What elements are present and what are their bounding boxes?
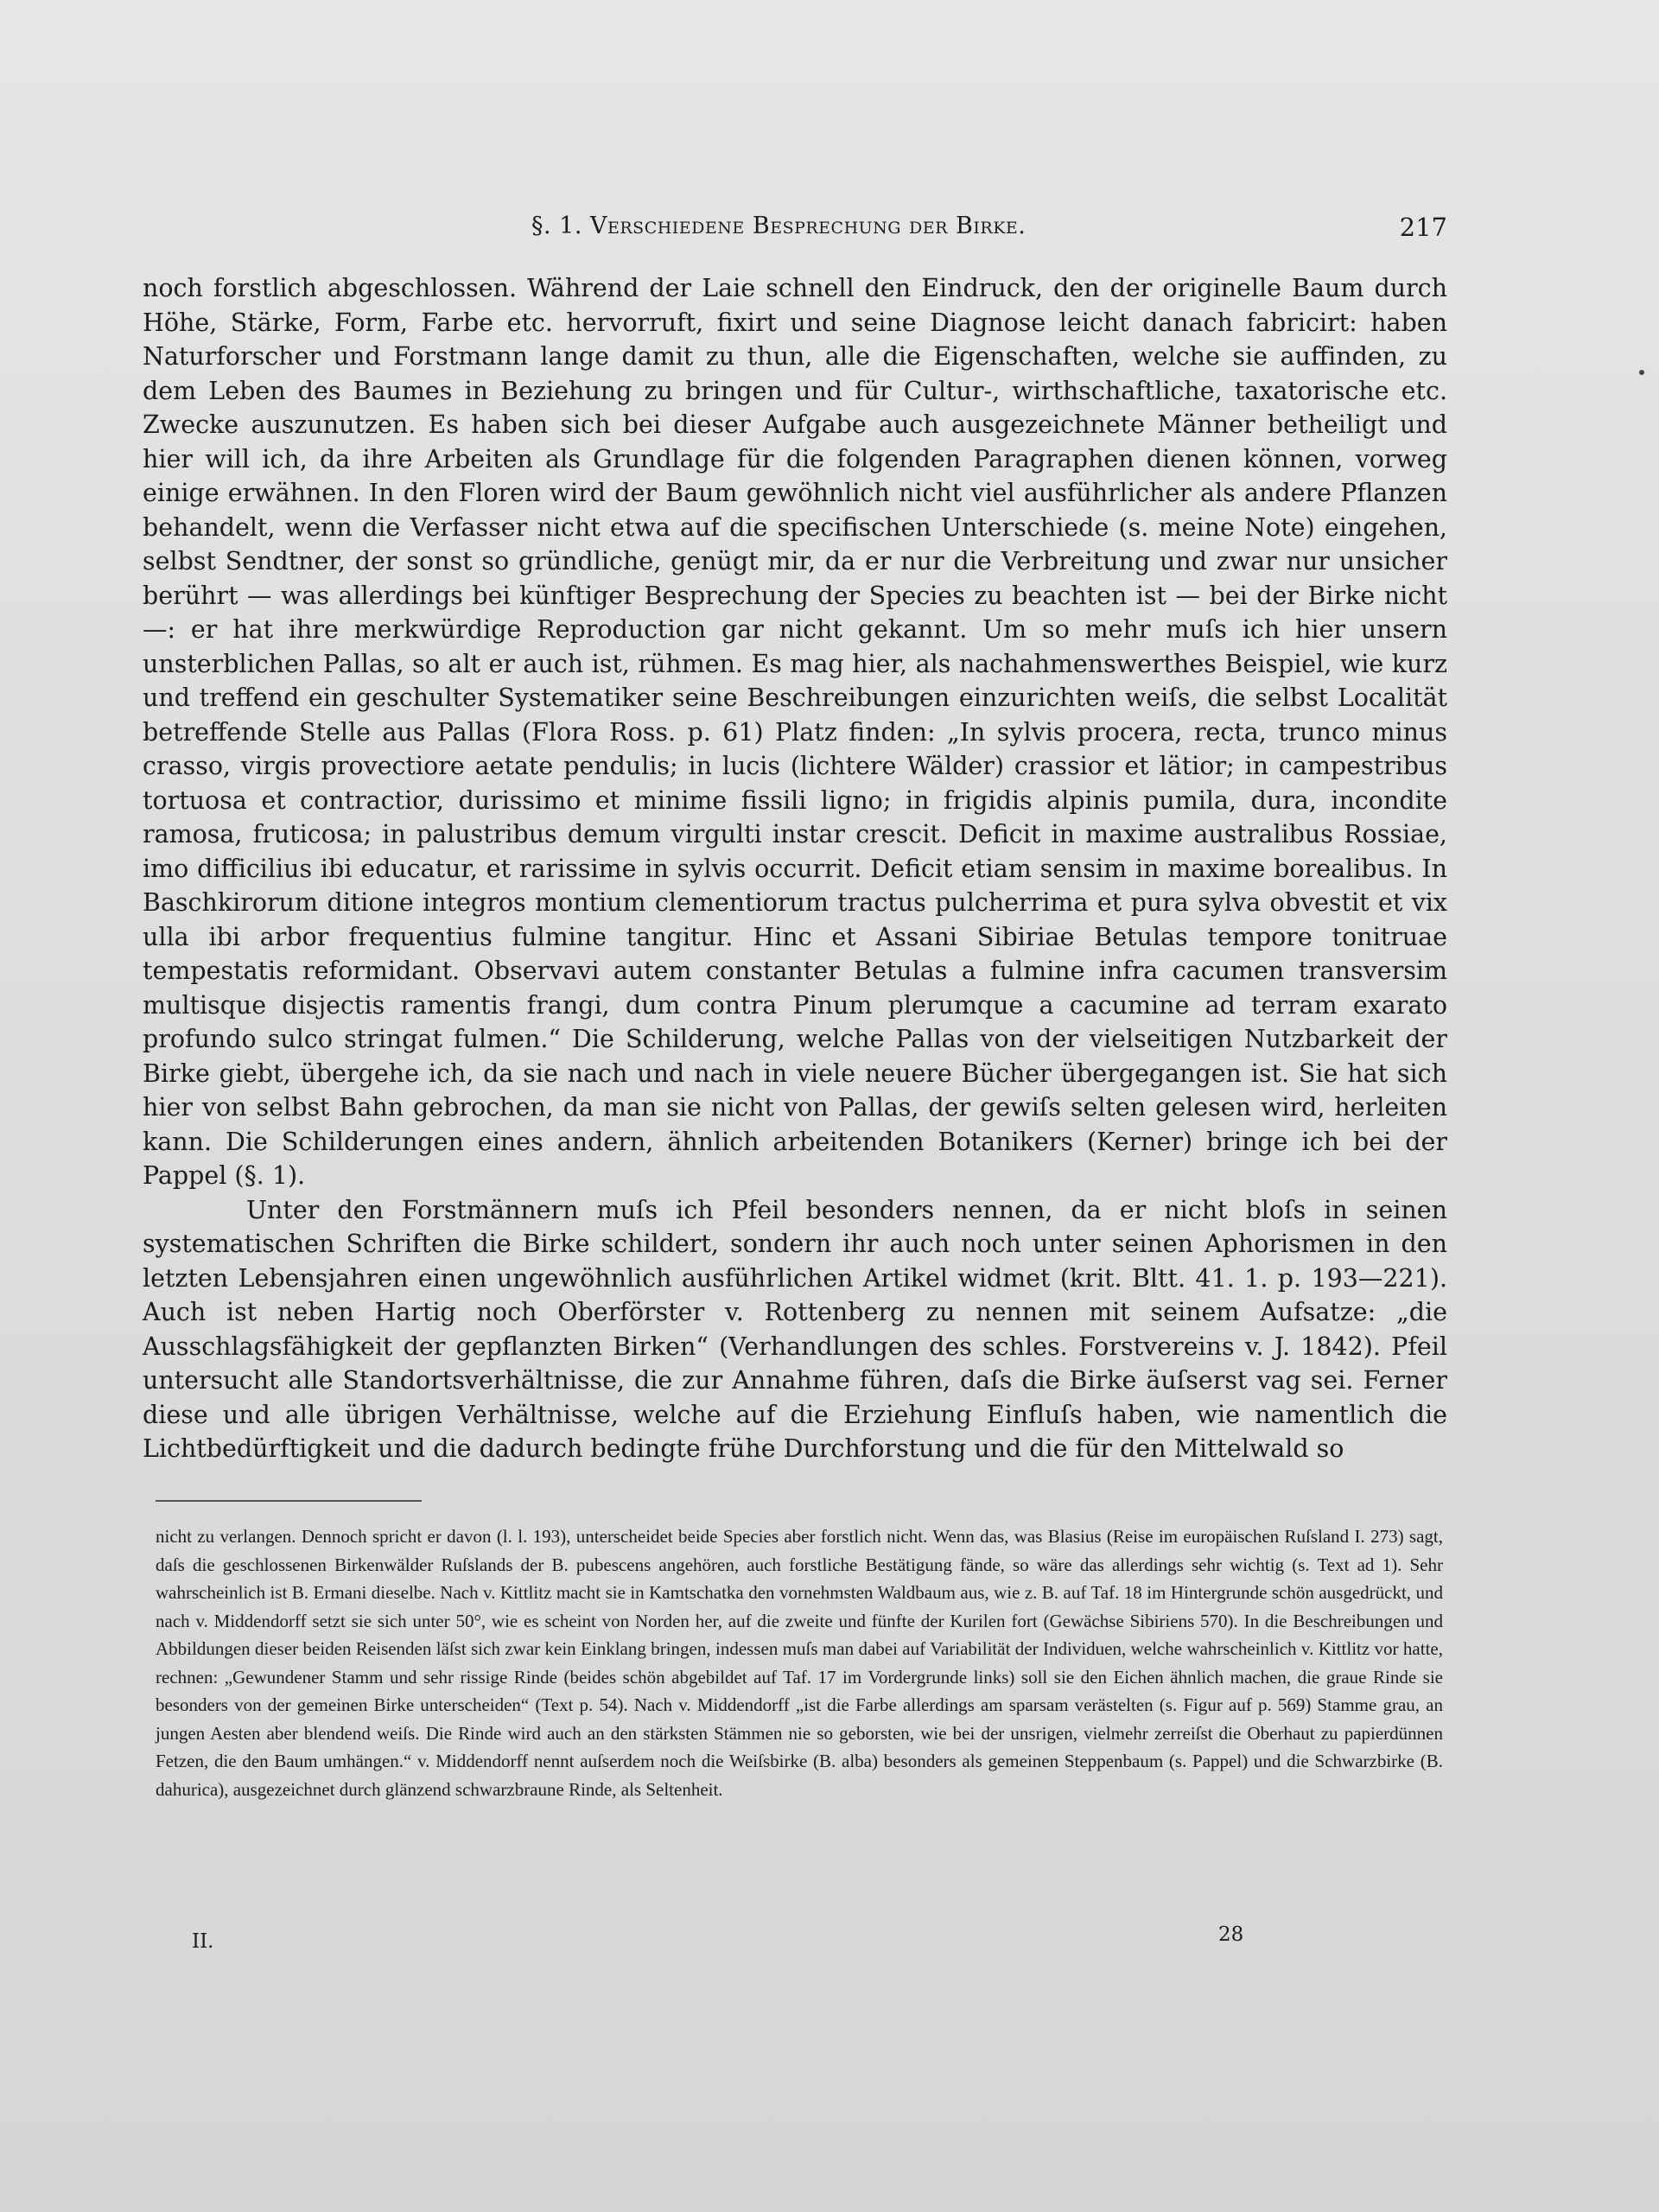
margin-speck — [1639, 370, 1644, 375]
footnote-divider — [156, 1500, 422, 1502]
sheet-number: 28 — [1218, 1923, 1244, 1946]
main-text — [143, 271, 1447, 1466]
paragraph: noch forstlich abgeschlossen. Während der Laie schnell den Eindruck, den der originelle Baum durch Höhe, Stärke, Form, Farbe etc. hervorruft, fixirt und seine Diagnose leicht danach fabricirt: haben Naturforscher und Forstmann lange damit zu thun, alle die Eigenschaften, welche sie auffinden, zu dem Leben des Baumes in Beziehung zu bringen und für Cultur-, wirthschaftliche, taxatorische etc. Zwecke auszunutzen. Es haben sich bei dieser Aufgabe auch ausgezeichnete Männer betheiligt und hier will ich, da ihre Arbeiten als Grundlage für die folgenden Paragraphen dienen können, vorweg einige erwähnen. In den Floren wird der Baum gewöhnlich nicht viel ausführlicher als andere Pflanzen behandelt, wenn die Verfasser nicht etwa auf die specifischen Unterschiede (s. meine Note) eingehen, selbst Sendtner, der sonst so gründliche, genügt mir, da er nur die Verbreitung und zwar nur unsicher berührt — was allerdings bei künftiger Besprechung der Species zu beachten ist — bei der Birke nicht —: er hat ihre merkwürdige Reproduction gar nicht gekannt. Um so mehr muſs ich hier unsern unsterblichen Pallas, so alt er auch ist, rühmen. Es mag hier, als nachahmenswerthes Beispiel, wie kurz und treffend ein geschulter Systematiker seine Beschreibungen einzurichten weiſs, die selbst Localität betreffende Stelle aus Pallas (Flora Ross. p. 61) Platz finden: „In sylvis procera, recta, trunco minus crasso, virgis provectiore aetate pendulis; in lucis (lichtere Wälder) crassior et lätior; in campestribus tortuosa et contractior, durissimo et minime fissili ligno; in frigidis alpinis pumila, dura, incondite ramosa, fruticosa; in palustribus demum virgulti instar crescit. Deficit in maxime australibus Rossiae, imo difficilius ibi educatur, et rarissime in sylvis occurrit. Deficit etiam sensim in maxime borealibus. In Baschkirorum ditione integros montium clementiorum tractus pulcherrima et pura sylva obvestit et vix ulla ibi arbor frequentius fulmine tangitur. Hinc et Assani Sibiriae Betulas tempore tonitruae tempestatis reformidant. Observavi autem constanter Betulas a fulmine infra cacumen transversim multisque disjectis ramentis frangi, dum contra Pinum plerumque a cacumine ad terram exarato profundo sulco stringat fulmen.“ Die Schilderung, welche Pallas von der vielseitigen Nutzbarkeit der Birke giebt, übergehe ich, da sie nach und nach in viele neuere Bücher übergegangen ist. Sie hat sich hier von selbst Bahn gebrochen, da man sie nicht von Pallas, der gewiſs selten gelesen wird, herleiten kann. Die Schilderungen eines andern, ähnlich arbeitenden Botanikers (Kerner) bringe ich bei der Pappel (§. 1). — [143, 274, 1447, 1190]
paragraph: Unter den Forstmännern muſs ich Pfeil besonders nennen, da er nicht bloſs in seinen systematischen Schriften die Birke schildert, sondern ihr auch noch unter seinen Aphorismen in den letzten Lebensjahren einen ungewöhnlich ausführlichen Artikel widmet (krit. Bltt. 41. 1. p. 193—221). Auch ist neben Hartig noch Oberförster v. Rottenberg zu nennen mit seinem Aufsatze: „die Ausschlagsfähigkeit der gepflanzten Birken“ (Verhandlungen des schles. Forstvereins v. J. 1842). Pfeil untersucht alle Standortsverhältnisse, die zur Annahme führen, daſs die Birke äuſserst vag sei. Ferner diese und alle übrigen Verhältnisse, welche auf die Erziehung Einfluſs haben, wie namentlich die Lichtbedürftigkeit und die dadurch bedingte frühe Durchforstung und die für den Mittelwald so — [143, 1195, 1447, 1463]
page-number: 217 — [1399, 213, 1447, 242]
running-head: §. 1. Verschiedene Besprechung der Birke. — [531, 213, 1027, 239]
footnote: nicht zu verlangen. Dennoch spricht er davon (l. l. 193), unterscheidet beide Species aber forstlich nicht. Wenn das, was Blasius (Reise im europäischen Ruſsland I. 273) sagt, daſs die geschlossenen Birkenwälder Ruſslands der B. pubescens angehören, auch forstliche Bestätigung fände, so wäre das allerdings sehr wichtig (s. Text ad 1). Sehr wahrscheinlich ist B. Ermani dieselbe. Nach v. Kittlitz macht sie in Kamtschatka den vornehmsten Waldbaum aus, wie z. B. auf Taf. 18 im Hintergrunde schön ausgedrückt, und nach v. Middendorff setzt sie sich unter 50°, wie es scheint von Norden her, auf die zweite und fünfte der Kurilen fort (Gewächse Sibiriens 570). In die Beschreibungen und Abbildungen dieser beiden Reisenden läſst sich zwar kein Einklang bringen, indessen muſs man dabei auf Variabilität der Individuen, welche wahrscheinlich v. Kittlitz vor hatte, rechnen: „Gewundener Stamm und sehr rissige Rinde (beides schön abgebildet auf Taf. 17 im Vordergrunde links) soll sie den Eichen ähnlich machen, die graue Rinde sie besonders von der gemeinen Birke unterscheiden“ (Text p. 54). Nach v. Middendorff „ist die Farbe allerdings am sparsam verästelten (s. Figur auf p. 569) Stamme grau, an jungen Aesten aber blendend weiſs. Die Rinde wird auch an den stärksten Stämmen nie so geborsten, wie bei der unsrigen, vielmehr zerreiſst die Oberhaut zu papierdünnen Fetzen, die den Baum umhängen.“ v. Middendorff nennt auſserdem noch die Weiſsbirke (B. alba) besonders als gemeinen Steppenbaum (s. Pappel) und die Schwarzbirke (B. dahurica), ausgezeichnet durch glänzend schwarzbraune Rinde, als Seltenheit. — [156, 1526, 1443, 1800]
page-header — [143, 213, 1447, 251]
signature-mark: II. — [192, 1930, 214, 1953]
